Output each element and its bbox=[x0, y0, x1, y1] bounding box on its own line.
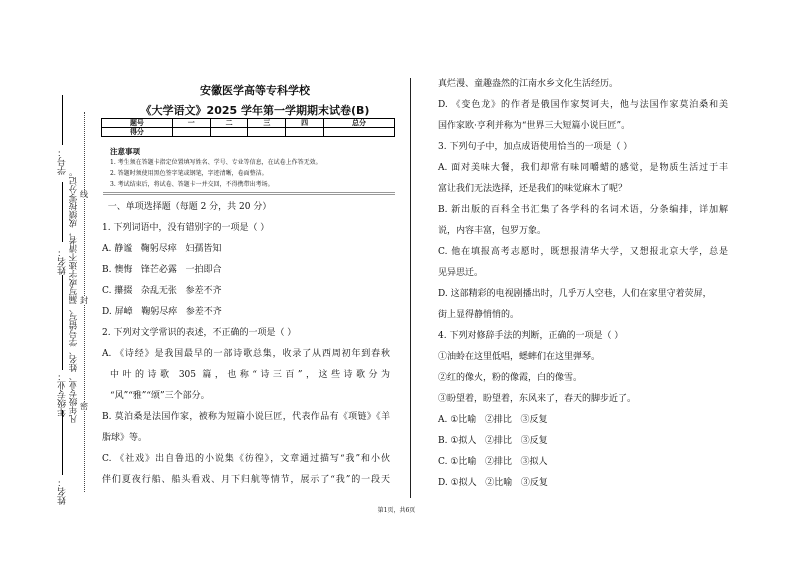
grade-major-line bbox=[62, 275, 63, 370]
option-line: 说，内容丰富，包罗万象。 bbox=[438, 226, 547, 236]
right-column bbox=[438, 74, 728, 494]
exam-title: 《大学语文》2025 学年第一学期期末试卷(B) bbox=[140, 104, 370, 117]
binding-warning: 凡年级专业、姓名、学号错写、漏写或字迹不清者，成绩按零分记。 bbox=[69, 168, 79, 423]
option-line: A. 《诗经》是我国最早的一部诗歌总集，收录了从西周初年到春秋 bbox=[102, 349, 390, 359]
score-header: 总分 bbox=[324, 119, 395, 128]
column-divider bbox=[410, 78, 411, 498]
section-heading: 一、单项选择题（每题 2 分，共 20 分） bbox=[102, 202, 272, 212]
question-line: 4. 下列对修辞手法的判断，正确的一项是（ ） bbox=[438, 331, 624, 341]
seal-char-xian: 线 bbox=[80, 190, 88, 199]
sentence-line: ①油蛉在这里低唱，蟋蟀们在这里弹琴。 bbox=[438, 352, 601, 362]
notes bbox=[110, 146, 322, 190]
option-line: C. 《社戏》出自鲁迅的小说集《彷徨》，文章通过描写“我”和小伙 bbox=[102, 454, 390, 464]
option-line: B. ①拟人 ②排比 ③反复 bbox=[438, 436, 548, 446]
option-line: 国作家欧·亨利并称为“世界三大短篇小说巨匠”。 bbox=[438, 121, 631, 131]
option-line: D. 《变色龙》的作者是俄国作家契诃夫，他与法国作家莫泊桑和美 bbox=[438, 100, 728, 110]
option-line: A. ①比喻 ②排比 ③反复 bbox=[438, 415, 548, 425]
score-header: 三 bbox=[248, 119, 286, 128]
page-number: 第1页，共6页 bbox=[377, 507, 416, 514]
option-line: B. 新出版的百科全书汇集了各学科的名词术语，分条编排，详加解 bbox=[438, 205, 728, 215]
option-line: 中叶的诗歌 305 篇，也称“诗三百”，这些诗歌分为 bbox=[110, 370, 390, 380]
option-line: C. 他在填报高考志愿时，既想报清华大学，又想报北京大学，总是 bbox=[438, 247, 728, 257]
question-line: 1. 下列词语中，没有错别字的一项是（ ） bbox=[102, 223, 270, 233]
score-header: 一 bbox=[172, 119, 210, 128]
option-line: C. 攥掇 杂乱无张 参差不齐 bbox=[102, 286, 222, 296]
option-line: 真烂漫、童趣盎然的江南水乡文化生活经历。 bbox=[438, 79, 619, 89]
student-id-label: 学号： bbox=[58, 148, 68, 175]
score-row-label: 得分 bbox=[102, 128, 173, 137]
seal-char-mi: 密 bbox=[80, 402, 88, 411]
option-line: D. 屏嶂 鞠躬尽瘁 参差不齐 bbox=[102, 307, 222, 317]
option-line: D. ①拟人 ②比喻 ③反复 bbox=[438, 478, 548, 488]
grade-major-label: 年级专业： bbox=[58, 372, 68, 417]
score-cell bbox=[172, 128, 210, 137]
score-cell bbox=[286, 128, 324, 137]
header-rule bbox=[103, 192, 395, 195]
option-line: 富让我们无法选择，还是我们的味觉麻木了呢？ bbox=[438, 184, 628, 194]
school-name: 安徽医学高等专科学校 bbox=[200, 84, 310, 97]
left-column bbox=[102, 197, 390, 491]
score-header: 二 bbox=[210, 119, 248, 128]
option-line: B. 莫泊桑是法国作家，被称为短篇小说巨匠，代表作品有《项链》《羊 bbox=[102, 412, 390, 422]
note-item: 3. 考试结束后，将试卷、答题卡一并交回，不得携带出考场。 bbox=[110, 181, 274, 188]
notes-heading: 注意事项 bbox=[110, 147, 140, 156]
option-line: 街上显得静悄悄的。 bbox=[438, 310, 520, 320]
score-header: 题号 bbox=[102, 119, 173, 128]
score-cell bbox=[324, 128, 395, 137]
option-line: A. 面对美味大餐，我们却常有味同嚼蜡的感觉，是物质生活过于丰 bbox=[438, 163, 728, 173]
score-cell bbox=[248, 128, 286, 137]
option-line: 脂球》等。 bbox=[102, 433, 148, 443]
sentence-line: ②红的像火，粉的像霞，白的像雪。 bbox=[438, 373, 583, 383]
option-line: A. 静谧 鞠躬尽瘁 妇孺皆知 bbox=[102, 244, 222, 254]
option-line: 见异思迁。 bbox=[438, 268, 484, 278]
sentence-line: ③盼望着，盼望着，东风来了，春天的脚步近了。 bbox=[438, 394, 637, 404]
score-header: 四 bbox=[286, 119, 324, 128]
student-id-line bbox=[62, 95, 63, 145]
option-line: C. ①比喻 ②排比 ③拟人 bbox=[438, 457, 548, 467]
option-line: B. 懊悔 锋芒必露 一拍即合 bbox=[102, 265, 222, 275]
note-item: 1. 考生须在答题卡指定位置填写姓名、学号、专业等信息，在试卷上作答无效。 bbox=[110, 159, 322, 166]
name-line bbox=[62, 182, 63, 242]
bottom-name-label: 姓名： bbox=[58, 478, 68, 505]
score-cell bbox=[210, 128, 248, 137]
option-line: “风”“雅”“颂”三个部分。 bbox=[110, 391, 210, 401]
question-line: 3. 下列句子中，加点成语使用恰当的一项是（ ） bbox=[438, 142, 633, 152]
seal-char-feng: 封 bbox=[80, 296, 88, 305]
note-item: 2. 答题时须使用黑色签字笔或钢笔，字迹清晰，卷面整洁。 bbox=[110, 170, 268, 177]
bottom-name-line bbox=[62, 410, 63, 475]
question-line: 2. 下列对文学常识的表述，不正确的一项是（ ） bbox=[102, 328, 297, 338]
score-table bbox=[101, 118, 395, 137]
name-label: 姓名： bbox=[58, 248, 68, 275]
option-line: D. 这部精彩的电视剧播出时，几乎万人空巷，人们在家里守着荧屏， bbox=[438, 289, 712, 299]
option-line: 伴们夏夜行船、船头看戏、月下归航等情节，展示了“我”的一段天 bbox=[102, 475, 390, 485]
